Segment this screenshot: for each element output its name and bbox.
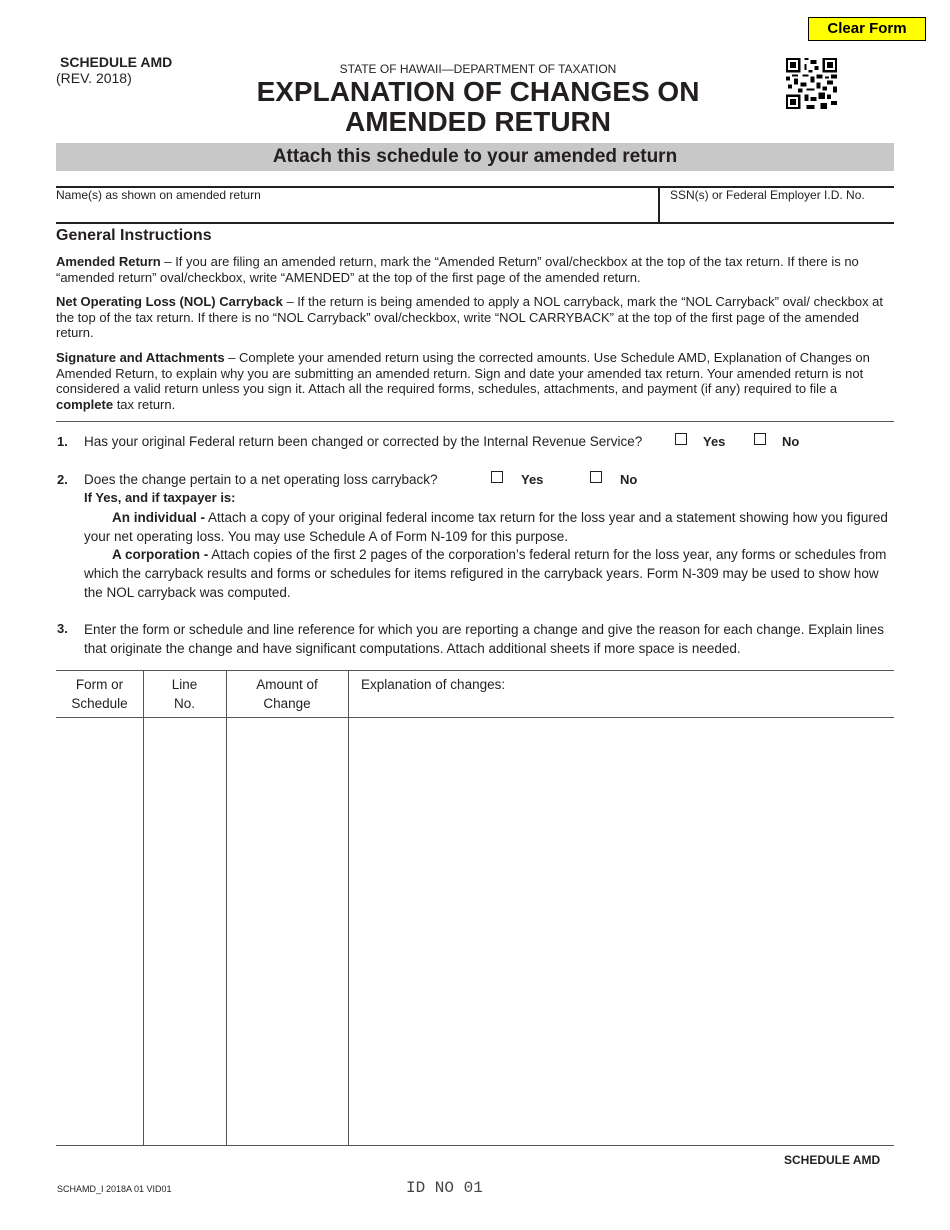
q1-number: 1. — [57, 434, 68, 449]
col-line-no-l2: No. — [173, 696, 195, 711]
nol-title: Net Operating Loss (NOL) Carryback — [56, 294, 283, 309]
q1-text: Has your original Federal return been changed or corrected by the Internal Revenue Service? — [84, 434, 643, 449]
field-divider — [658, 186, 660, 223]
q2-number: 2. — [57, 472, 68, 487]
signature-bold: complete — [56, 396, 114, 412]
col-form-schedule-l1: Form or — [75, 677, 124, 692]
q2-corporation-title: A corporation - — [112, 547, 209, 562]
q2-individual-title: An individual - — [112, 510, 205, 525]
col-line-no-l1: Line — [171, 677, 198, 692]
q2-no-checkbox[interactable] — [590, 471, 602, 483]
agency-name: STATE OF HAWAII—DEPARTMENT OF TAXATION — [339, 62, 617, 76]
col-form-schedule-l2: Schedule — [71, 696, 128, 711]
col-amount-header — [226, 675, 348, 713]
title-line-2: AMENDED RETURN — [345, 106, 611, 137]
q2-yes-label: Yes — [521, 472, 544, 487]
signature-text-2: tax return. — [113, 396, 176, 412]
ssn-input[interactable] — [662, 203, 892, 221]
q2-text: Does the change pertain to a net operating loss carryback? — [84, 472, 438, 487]
col-amount-l2: Change — [263, 696, 311, 711]
schedule-code: SCHEDULE AMD — [60, 54, 173, 70]
footer-schedule-name: SCHEDULE AMD — [784, 1153, 881, 1167]
q2-corporation-text: Attach copies of the first 2 pages of the corporation’s federal return for the loss year, any forms or schedules from which the carryback results and forms or schedules for items refigured in the carryback years. Form N-309 may be used to show how the NOL carryback was computed. — [84, 547, 887, 600]
q2-individual — [84, 508, 890, 546]
q2-corporation — [84, 545, 890, 602]
signature-paragraph — [56, 350, 896, 412]
signature-text-1: – Complete your amended return using the corrected amounts. Use Schedule AMD, Explanation of Changes on Amended Return, to explain why you are submitting an amended return. Sign and date your amended tax return. Your amended return is not considered a valid return unless you sign it. Attach all the required forms, schedules, attachments, and payment (if any) required to file a — [56, 350, 870, 396]
col-amount-l1: Amount of — [256, 677, 318, 692]
col-explanation-header: Explanation of changes: — [361, 677, 506, 692]
footer-id-number: ID NO 01 — [406, 1179, 483, 1197]
form-title — [230, 77, 726, 137]
general-instructions-heading: General Instructions — [56, 227, 212, 244]
q2-individual-text: Attach a copy of your original federal income tax return for the loss year and a statement showing how you figured your net operating loss. You may use Schedule A of Form N-109 for this purpose. — [84, 510, 888, 544]
amended-return-text: – If you are filing an amended return, mark the “Amended Return” oval/checkbox at the top of the tax return. If there is no “amended return” oval/checkbox, write “AMENDED” at the top of the first page of the amended return. — [56, 254, 859, 285]
table-top-rule — [56, 670, 894, 671]
q1-yes-label: Yes — [703, 434, 726, 449]
col-line-no-header — [143, 675, 226, 713]
q1-no-checkbox[interactable] — [754, 433, 766, 445]
q2-if-yes: If Yes, and if taxpayer is: — [84, 490, 236, 505]
amended-return-paragraph — [56, 254, 896, 285]
nol-text: – If the return is being amended to apply a NOL carryback, mark the “NOL Carryback” oval/ checkbox at the top of the tax return. If there is no “NOL Carryback” oval/checkbox, write “NOL CARRYBACK” at the top of the first page of the amended return. — [56, 294, 884, 340]
field-bottom-rule — [56, 222, 894, 224]
name-label: Name(s) as shown on amended return — [56, 188, 261, 202]
instructions-rule — [56, 421, 894, 422]
q3-text: Enter the form or schedule and line reference for which you are reporting a change and give the reason for each change. Explain lines that originate the change and have significant computations. Attach additional sheets if more space is needed. — [84, 622, 884, 656]
nol-paragraph — [56, 294, 896, 341]
table-header-rule — [56, 717, 894, 718]
ssn-label: SSN(s) or Federal Employer I.D. No. — [670, 188, 865, 202]
attach-banner: Attach this schedule to your amended return — [56, 143, 894, 171]
amount-input[interactable] — [227, 719, 347, 1144]
qr-code-icon — [786, 58, 837, 109]
form-schedule-input[interactable] — [57, 719, 142, 1144]
amended-return-title: Amended Return — [56, 254, 161, 269]
schedule-revision: (REV. 2018) — [56, 70, 132, 86]
name-input[interactable] — [56, 203, 656, 221]
clear-form-button[interactable]: Clear Form — [808, 17, 926, 41]
q1-yes-checkbox[interactable] — [675, 433, 687, 445]
q3-number: 3. — [57, 621, 68, 636]
q1-no-label: No — [782, 434, 800, 449]
explanation-input[interactable] — [349, 719, 893, 1144]
title-line-1: EXPLANATION OF CHANGES ON — [256, 76, 700, 107]
signature-title: Signature and Attachments — [56, 350, 225, 365]
q2-yes-checkbox[interactable] — [491, 471, 503, 483]
q2-no-label: No — [620, 472, 638, 487]
table-bottom-rule — [56, 1145, 894, 1146]
footer-form-code: SCHAMD_I 2018A 01 VID01 — [57, 1184, 172, 1194]
col-form-schedule-header — [56, 675, 143, 713]
line-no-input[interactable] — [144, 719, 225, 1144]
